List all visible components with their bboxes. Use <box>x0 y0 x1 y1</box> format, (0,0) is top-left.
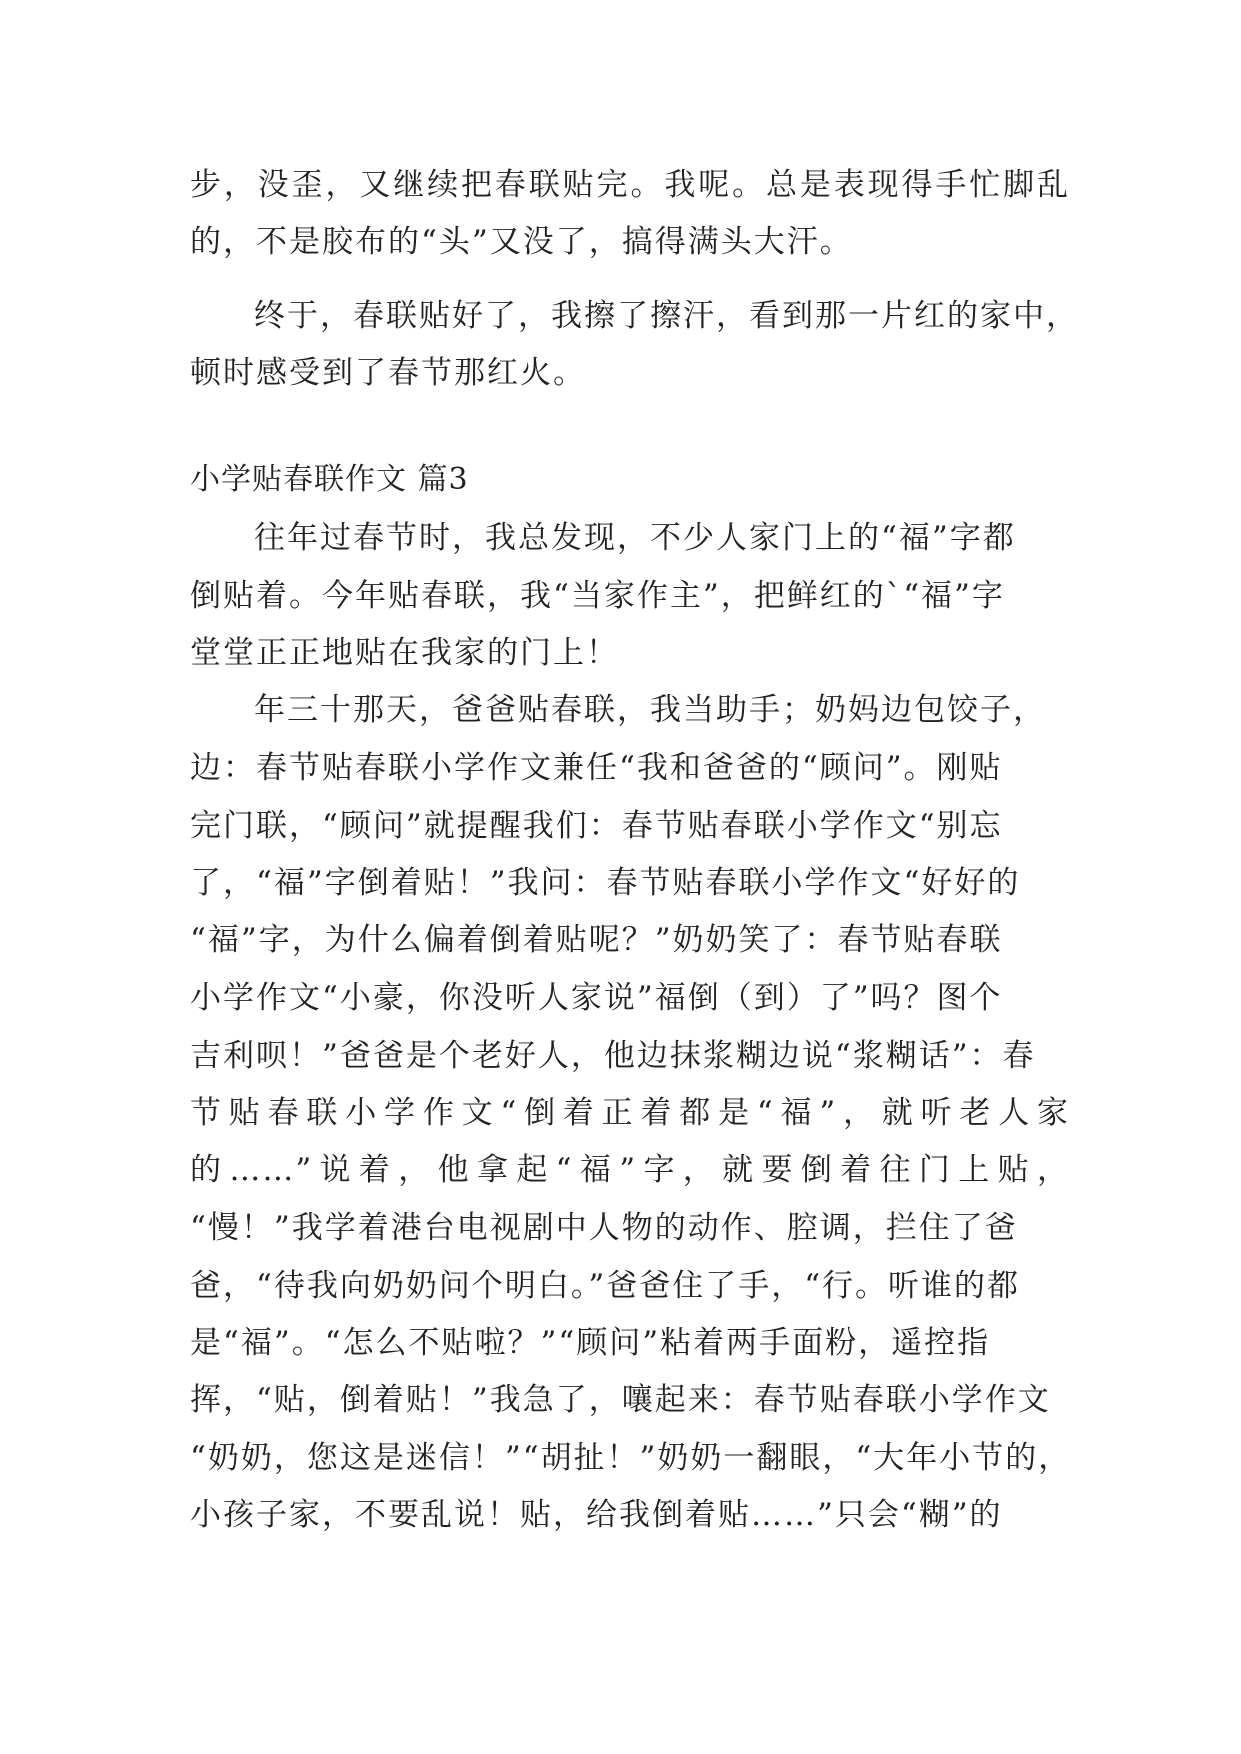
paragraph-line: “奶奶，您这是迷信！”“胡扯！”奶奶一翻眼，“大年小节的， <box>190 1440 1072 1476</box>
paragraph-line: “慢！”我学着港台电视剧中人物的动作、腔调，拦住了爸 <box>190 1210 1018 1246</box>
paragraph-line: 年三十那天，爸爸贴春联，我当助手；奶妈边包饺子， <box>254 692 1046 728</box>
paragraph-line: 爸，“待我向奶奶问个明白。”爸爸住了手，“行。听谁的都 <box>190 1268 1021 1304</box>
paragraph-line: 节贴春联小学作文“倒着正着都是“福”，就听老人家 <box>190 1095 1070 1131</box>
paragraph-line: 的，不是胶布的“头”又没了，搞得满头大汗。 <box>190 224 853 260</box>
paragraph-line: 是“福”。“怎么不贴啦？”“顾问”粘着两手面粉，遥控指 <box>190 1325 991 1361</box>
paragraph-line: 小学作文“小豪，你没听人家说”福倒（到）了”吗？图个 <box>190 980 1003 1016</box>
paragraph-line: 步，没歪，又继续把春联贴完。我呢。总是表现得手忙脚乱 <box>190 167 1070 203</box>
paragraph-line: 边：春节贴春联小学作文兼任“我和爸爸的“顾问”。刚贴 <box>190 750 1003 786</box>
paragraph-line: 顿时感受到了春节那红火。 <box>190 355 586 391</box>
paragraph-line: 挥，“贴，倒着贴！”我急了，嚷起来：春节贴春联小学作文 <box>190 1382 1051 1418</box>
paragraph-line: 倒贴着。今年贴春联，我“当家作主”，把鲜红的`“福”字 <box>190 578 1005 614</box>
paragraph-line: 了，“福”字倒着贴！”我问：春节贴春联小学作文“好好的 <box>190 865 1021 901</box>
section-heading: 小学贴春联作文 篇3 <box>190 462 469 497</box>
paragraph-line: 堂堂正正地贴在我家的门上！ <box>190 635 619 671</box>
paragraph-line: 完门联，“顾问”就提醒我们：春节贴春联小学作文“别忘 <box>190 808 1003 844</box>
paragraph-line: 终于，春联贴好了，我擦了擦汗，看到那一片红的家中， <box>254 298 1079 334</box>
paragraph-line: 小孩子家，不要乱说！贴，给我倒着贴……”只会“糊”的 <box>190 1497 1003 1533</box>
paragraph-line: “福”字，为什么偏着倒着贴呢？”奶奶笑了：春节贴春联 <box>190 922 1003 958</box>
paragraph-line: 吉利呗！”爸爸是个老好人，他边抹浆糊边说“浆糊话”：春 <box>190 1038 1036 1074</box>
paragraph-line: 的……”说着，他拿起“福”字，就要倒着往门上贴， <box>190 1152 1070 1188</box>
paragraph-line: 往年过春节时，我总发现，不少人家门上的“福”字都 <box>254 520 1016 556</box>
